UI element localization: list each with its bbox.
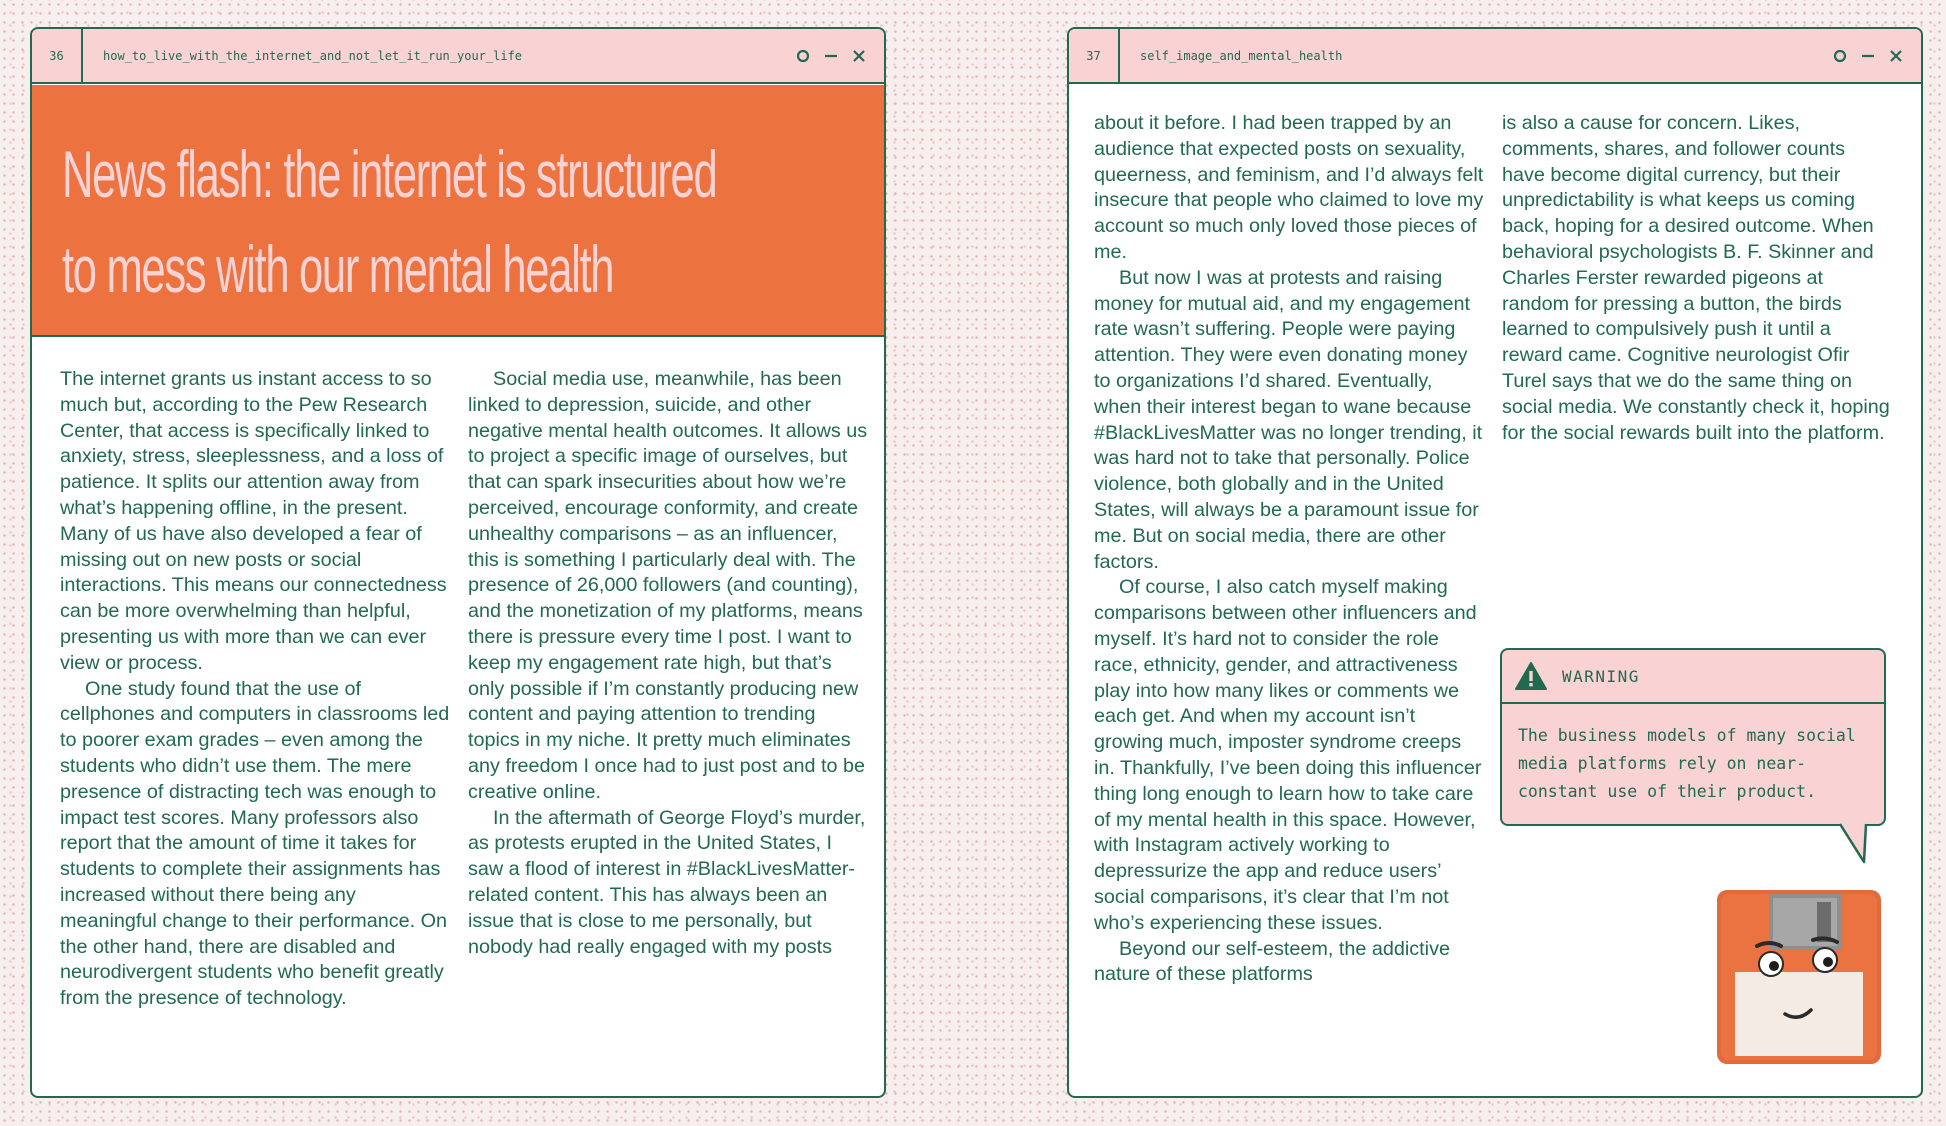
right-page-column-2 <box>1502 111 1892 446</box>
paragraph: Social media use, meanwhile, has been linked to depression, suicide, and other negative mental health outcomes. It allows us to project a specific image of ourselves, but that can spark insecurities about how we’re perceived, encourage conformity, and create unhealthy comparisons – as an influencer, this is something I particularly deal with. The presence of 26,000 followers (and counting), and the monetization of my platforms, means there is pressure every time I post. I want to keep my engagement rate high, but that’s only possible if I’m constantly producing new content and paying attention to trending topics in my niche. It pretty much eliminates any freedom I once had to just post and to be creative online. <box>468 368 868 803</box>
minimize-icon[interactable] <box>1861 49 1875 63</box>
headline <box>62 127 886 317</box>
warning-icon <box>1514 661 1548 691</box>
paragraph: is also a cause for concern. Likes, comments, shares, and follower counts have become digital currency, but their unpredictability is what keeps us coming back, hoping for a desired outcome. When behavioral psychologists B. F. Skinner and Charles Ferster rewarded pigeons at random for pressing a button, the birds learned to compulsively push it until a reward came. Cognitive neurologist Ofir Turel says that we do the same thing on social media. We constantly check it, hoping for the social rewards built into the platform. <box>1502 112 1890 444</box>
paragraph: Of course, I also catch myself making comparisons between other influencers and myself. It’s hard not to consider the role race, ethnicity, gender, and attractiveness play into how many likes or comments we each get. And when my account isn’t growing much, imposter syndrome creeps in. Thankfully, I’ve been doing this influencer thing long enough to learn how to take care of my mental health in this space. However, with Instagram actively working to depressurize the app and reduce users’ social comparisons, it’s clear that I’m not who’s experiencing these issues. <box>1094 576 1482 934</box>
right-window-title: self_image_and_mental_health <box>1140 48 1343 63</box>
warning-callout <box>1500 648 1886 826</box>
paragraph: The internet grants us instant access to so much but, according to the Pew Research Center, that access is specifically linked to anxiety, stress, sleeplessness, and a loss of patience. It splits our attention away from what’s happening offline, in the present. Many of us have also developed a fear of missing out on new posts or social interactions. This means our connectedness can be more overwhelming than helpful, presenting us with more than we can ever view or process. <box>60 368 447 674</box>
warning-header <box>1502 650 1884 704</box>
left-page-column-2 <box>468 367 868 960</box>
minimize-icon[interactable] <box>824 49 838 63</box>
headline-banner <box>32 85 884 337</box>
paragraph: about it before. I had been trapped by an audience that expected posts on sexuality, queerness, and feminism, and I’d always felt insecure that people who claimed to love my account so much only loved those pieces of me. <box>1094 112 1484 263</box>
paragraph: Beyond our self-esteem, the addictive nature of these platforms <box>1094 937 1450 986</box>
right-page-column-1 <box>1094 111 1484 988</box>
warning-title: WARNING <box>1562 666 1640 686</box>
close-icon[interactable] <box>852 49 866 63</box>
restore-icon[interactable] <box>796 49 810 63</box>
headline-line-1: News flash: the internet is structured <box>62 137 717 211</box>
close-icon[interactable] <box>1889 49 1903 63</box>
left-page-window <box>30 27 886 1098</box>
paragraph: But now I was at protests and raising money for mutual aid, and my engagement rate wasn’t suffering. People were paying attention. They were even donating money to organizations I’d shared. Eventually, when their interest began to wane because #BlackLivesMatter was no longer trending, it was hard not to take that personally. Police violence, both globally and in the United States, will always be a paramount issue for me. But on social media, there are other factors. <box>1094 266 1483 573</box>
left-page-number: 36 <box>32 29 83 82</box>
left-window-titlebar <box>32 29 884 84</box>
left-page-column-1 <box>60 367 450 1012</box>
warning-body: The business models of many social media platforms rely on near-constant use of their product. <box>1518 726 1856 801</box>
headline-line-2: to mess with our mental health <box>62 232 614 306</box>
floppy-disk-illustration <box>1713 886 1885 1068</box>
right-window-titlebar <box>1069 29 1921 84</box>
left-window-title: how_to_live_with_the_internet_and_not_let_it_run_your_life <box>103 48 523 63</box>
restore-icon[interactable] <box>1833 49 1847 63</box>
paragraph: One study found that the use of cellphones and computers in classrooms led to poorer exam grades – even among the students who didn’t use them. The mere presence of distracting tech was enough to impact test scores. Many professors also report that the amount of time it takes for students to complete their assignments has increased without there being any meaningful change to their performance. On the other hand, there are disabled and neurodivergent students who benefit greatly from the presence of technology. <box>60 677 450 1010</box>
paragraph: In the aftermath of George Floyd’s murder, as protests erupted in the United States, I saw a flood of interest in #BlackLivesMatter-related content. This has always been an issue that is close to me personally, but nobody had really engaged with my posts <box>468 806 866 958</box>
speech-bubble-tail <box>1838 822 1868 864</box>
right-page-number: 37 <box>1069 29 1120 82</box>
